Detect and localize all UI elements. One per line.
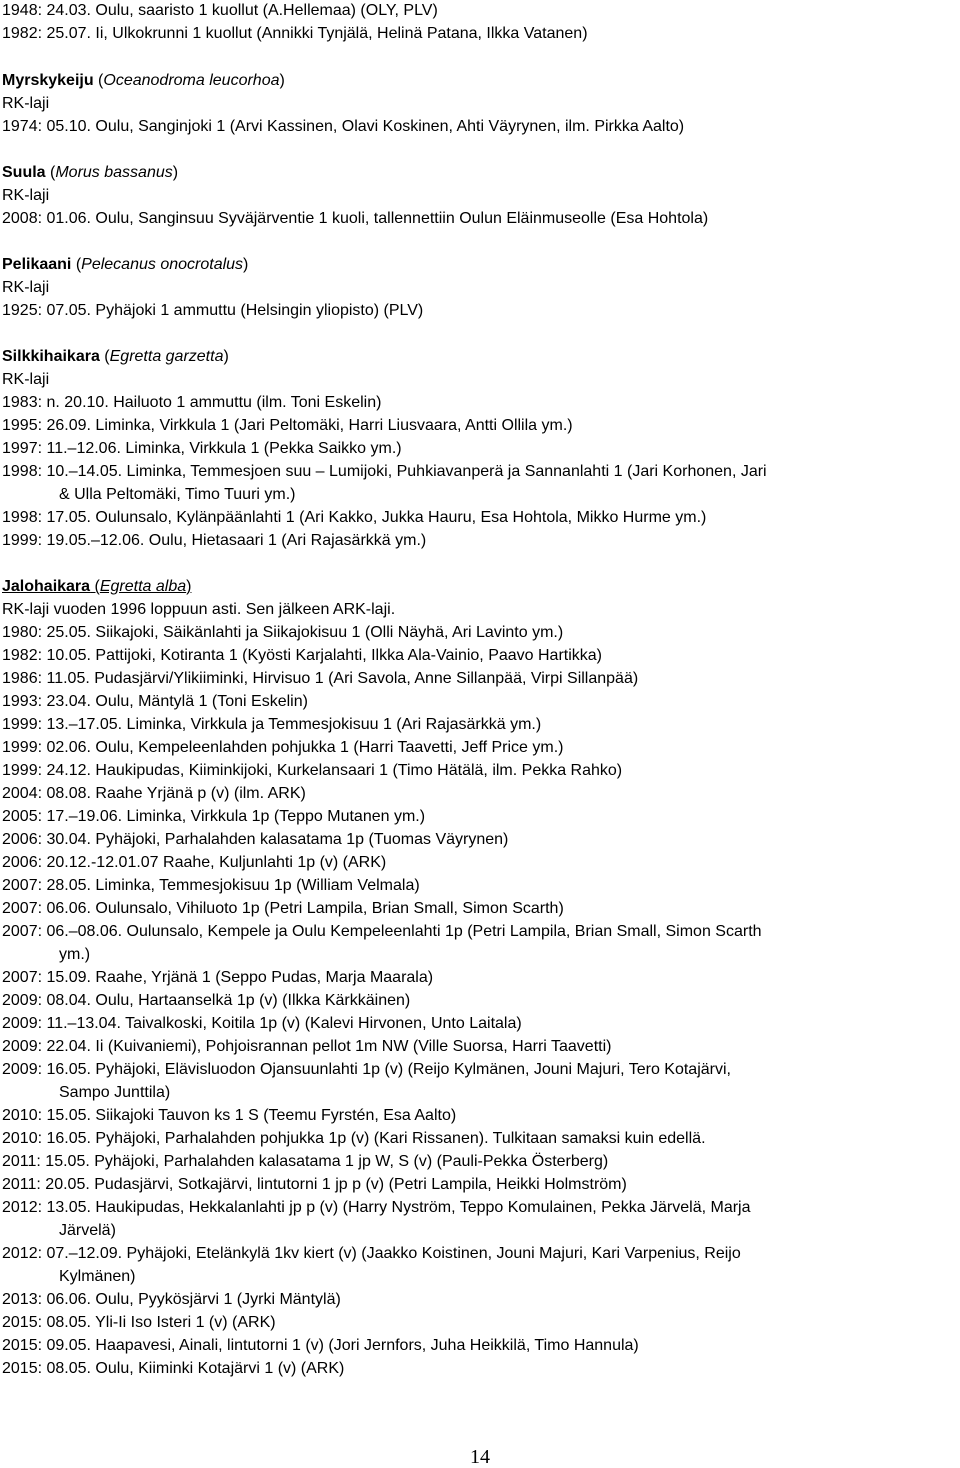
record-line: 2009: 16.05. Pyhäjoki, Elävisluodon Ojansuunlahti 1p (v) (Reijo Kylmänen, Jouni Majuri, Tero Kotajärvi, bbox=[2, 1061, 731, 1078]
record-line: 1999: 24.12. Haukipudas, Kiiminkijoki, Kurkelansaari 1 (Timo Hätälä, ilm. Pekka Rahko) bbox=[2, 762, 623, 779]
record-line: 1998: 17.05. Oulunsalo, Kylänpäänlahti 1 (Ari Kakko, Jukka Hauru, Esa Hohtola, Mikko Hurme ym.) bbox=[2, 509, 707, 526]
record-line: 2004: 08.08. Raahe Yrjänä p (v) (ilm. ARK) bbox=[2, 785, 306, 802]
record-line: 2009: 22.04. Ii (Kuivaniemi), Pohjoisrannan pellot 1m NW (Ville Suorsa, Harri Taavetti) bbox=[2, 1038, 612, 1055]
species-heading: Myrskykeiju (Oceanodroma leucorhoa) bbox=[2, 72, 285, 89]
species-heading: Jalohaikara (Egretta alba) bbox=[2, 578, 192, 595]
record-line: 2015: 09.05. Haapavesi, Ainali, lintutorni 1 (v) (Jori Jernfors, Juha Heikkilä, Timo Hannula) bbox=[2, 1337, 639, 1354]
record-line: 2006: 30.04. Pyhäjoki, Parhalahden kalasatama 1p (Tuomas Väyrynen) bbox=[2, 831, 509, 848]
record-line: 2007: 06.06. Oulunsalo, Vihiluoto 1p (Petri Lampila, Brian Small, Simon Scarth) bbox=[2, 900, 564, 917]
record-line: 1995: 26.09. Liminka, Virkkula 1 (Jari Peltomäki, Harri Liusvaara, Antti Ollila ym.) bbox=[2, 417, 573, 434]
species-name: Myrskykeiju bbox=[2, 72, 94, 89]
record-line-continuation: Kylmänen) bbox=[59, 1268, 136, 1285]
record-line-continuation: Sampo Junttila) bbox=[59, 1084, 171, 1101]
record-line: 2010: 16.05. Pyhäjoki, Parhalahden pohjukka 1p (v) (Kari Rissanen). Tulkitaan samaksi kuin edellä. bbox=[2, 1130, 706, 1147]
record-line: 1948: 24.03. Oulu, saaristo 1 kuollut (A.Hellemaa) (OLY, PLV) bbox=[2, 2, 438, 19]
species-name: Pelikaani bbox=[2, 256, 72, 273]
species-scientific-name: Egretta alba bbox=[99, 578, 187, 595]
record-line: 1982: 10.05. Pattijoki, Kotiranta 1 (Kyösti Karjalahti, Ilkka Ala-Vainio, Paavo Hartikka) bbox=[2, 647, 603, 664]
record-line: 2005: 17.–19.06. Liminka, Virkkula 1p (Teppo Mutanen ym.) bbox=[2, 808, 426, 825]
record-line: 2011: 20.05. Pudasjärvi, Sotkajärvi, lintutorni 1 jp p (v) (Petri Lampila, Heikki Holmström) bbox=[2, 1176, 627, 1193]
record-line: 2009: 08.04. Oulu, Hartaanselkä 1p (v) (Ilkka Kärkkäinen) bbox=[2, 992, 411, 1009]
species-name: Suula bbox=[2, 164, 46, 181]
record-line: 2008: 01.06. Oulu, Sanginsuu Syväjärventie 1 kuoli, tallennettiin Oulun Eläinmuseolle (Esa Hohtola) bbox=[2, 210, 709, 227]
record-line: 1999: 13.–17.05. Liminka, Virkkula ja Temmesjokisuu 1 (Ari Rajasärkkä ym.) bbox=[2, 716, 542, 733]
species-scientific-name: Morus bassanus bbox=[55, 164, 173, 181]
species-status: RK-laji bbox=[2, 279, 50, 296]
record-line: 1925: 07.05. Pyhäjoki 1 ammuttu (Helsingin yliopisto) (PLV) bbox=[2, 302, 424, 319]
record-line: 1999: 02.06. Oulu, Kempeleenlahden pohjukka 1 (Harri Taavetti, Jeff Price ym.) bbox=[2, 739, 564, 756]
record-line: 2012: 13.05. Haukipudas, Hekkalanlahti jp p (v) (Harry Nyström, Teppo Komulainen, Pekka Järvelä, Marja bbox=[2, 1199, 751, 1216]
record-line: 2011: 15.05. Pyhäjoki, Parhalahden kalasatama 1 jp W, S (v) (Pauli-Pekka Österberg) bbox=[2, 1153, 609, 1170]
record-line: 2010: 15.05. Siikajoki Tauvon ks 1 S (Teemu Fyrstén, Esa Aalto) bbox=[2, 1107, 457, 1124]
record-line-continuation: & Ulla Peltomäki, Timo Tuuri ym.) bbox=[59, 486, 296, 503]
record-line: 2007: 28.05. Liminka, Temmesjokisuu 1p (William Velmala) bbox=[2, 877, 420, 894]
species-heading: Pelikaani (Pelecanus onocrotalus) bbox=[2, 256, 249, 273]
record-line: 2007: 06.–08.06. Oulunsalo, Kempele ja Oulu Kempeleenlahti 1p (Petri Lampila, Brian Small, Simon Scarth bbox=[2, 923, 762, 940]
record-line: 2013: 06.06. Oulu, Pyykösjärvi 1 (Jyrki Mäntylä) bbox=[2, 1291, 341, 1308]
record-line: 1999: 19.05.–12.06. Oulu, Hietasaari 1 (Ari Rajasärkkä ym.) bbox=[2, 532, 427, 549]
record-line: 1980: 25.05. Siikajoki, Säikänlahti ja Siikajokisuu 1 (Olli Näyhä, Ari Lavinto ym.) bbox=[2, 624, 564, 641]
record-line: 2012: 07.–12.09. Pyhäjoki, Etelänkylä 1kv kiert (v) (Jaakko Koistinen, Jouni Majuri, Kari Varpenius, Reijo bbox=[2, 1245, 741, 1262]
record-line: 1974: 05.10. Oulu, Sanginjoki 1 (Arvi Kassinen, Olavi Koskinen, Ahti Väyrynen, ilm. Pirkka Aalto) bbox=[2, 118, 685, 135]
record-line: 2015: 08.05. Yli-Ii Iso Isteri 1 (v) (ARK) bbox=[2, 1314, 276, 1331]
species-status: RK-laji bbox=[2, 95, 50, 112]
species-status: RK-laji bbox=[2, 187, 50, 204]
species-status: RK-laji vuoden 1996 loppuun asti. Sen jälkeen ARK-laji. bbox=[2, 601, 396, 618]
record-line-continuation: Järvelä) bbox=[59, 1222, 116, 1239]
species-status: RK-laji bbox=[2, 371, 50, 388]
record-line: 2015: 08.05. Oulu, Kiiminki Kotajärvi 1 (v) (ARK) bbox=[2, 1360, 345, 1377]
record-line: 1998: 10.–14.05. Liminka, Temmesjoen suu – Lumijoki, Puhkiavanperä ja Sannanlahti 1 (Jari Korhonen, Jari bbox=[2, 463, 767, 480]
species-name: Silkkihaikara bbox=[2, 348, 100, 365]
record-line-continuation: ym.) bbox=[59, 946, 91, 963]
record-line: 1983: n. 20.10. Hailuoto 1 ammuttu (ilm. Toni Eskelin) bbox=[2, 394, 382, 411]
species-heading: Suula (Morus bassanus) bbox=[2, 164, 179, 181]
species-scientific-name: Oceanodroma leucorhoa bbox=[103, 72, 280, 89]
record-line: 1997: 11.–12.06. Liminka, Virkkula 1 (Pekka Saikko ym.) bbox=[2, 440, 402, 457]
species-heading: Silkkihaikara (Egretta garzetta) bbox=[2, 348, 229, 365]
page-number: 14 bbox=[470, 1446, 490, 1468]
species-name: Jalohaikara bbox=[2, 578, 91, 595]
species-scientific-name: Egretta garzetta bbox=[109, 348, 224, 365]
record-line: 2006: 20.12.-12.01.07 Raahe, Kuljunlahti 1p (v) (ARK) bbox=[2, 854, 387, 871]
record-line: 1982: 25.07. Ii, Ulkokrunni 1 kuollut (Annikki Tynjälä, Helinä Patana, Ilkka Vatanen) bbox=[2, 25, 588, 42]
record-line: 2009: 11.–13.04. Taivalkoski, Koitila 1p (v) (Kalevi Hirvonen, Unto Laitala) bbox=[2, 1015, 522, 1032]
record-line: 1986: 11.05. Pudasjärvi/Ylikiiminki, Hirvisuo 1 (Ari Savola, Anne Sillanpää, Virpi Sillanpää) bbox=[2, 670, 639, 687]
record-line: 2007: 15.09. Raahe, Yrjänä 1 (Seppo Pudas, Marja Maarala) bbox=[2, 969, 434, 986]
species-scientific-name: Pelecanus onocrotalus bbox=[81, 256, 244, 273]
record-line: 1993: 23.04. Oulu, Mäntylä 1 (Toni Eskelin) bbox=[2, 693, 308, 710]
